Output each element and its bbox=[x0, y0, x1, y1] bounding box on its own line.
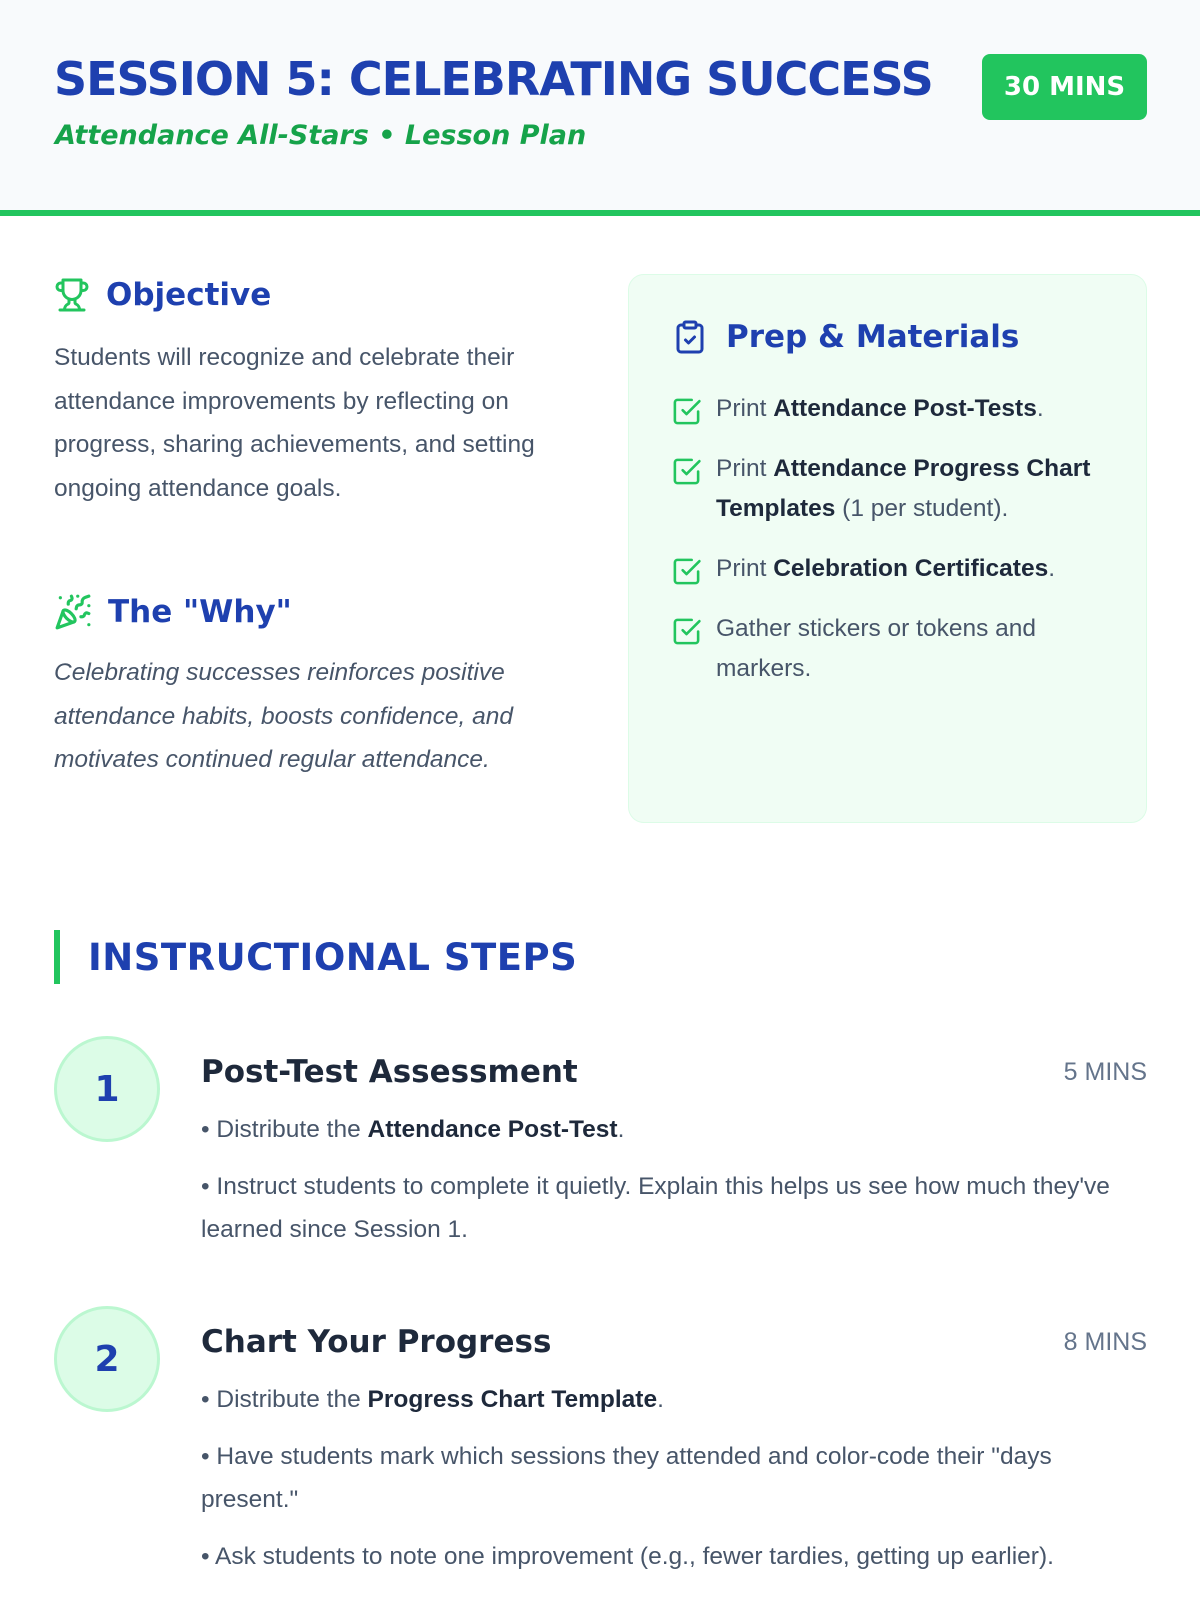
list-item: • Ask students to note one improvement (e.g., fewer tardies, getting up earlier). bbox=[201, 1542, 1054, 1570]
checkbox-checked-icon bbox=[671, 456, 702, 487]
objective-text: Students will recognize and celebrate their attendance improvements by reflecting on progress, sharing achievements, and setting ongoing attendance goals. bbox=[54, 344, 535, 502]
material-text: Gather stickers or tokens and markers. bbox=[716, 615, 1037, 682]
step-title: Chart Your Progress bbox=[201, 1324, 552, 1360]
step-number: 2 bbox=[54, 1306, 160, 1412]
material-text: Print Attendance Post-Tests. bbox=[716, 395, 1044, 422]
materials-list bbox=[671, 389, 1121, 709]
list-item: • Instruct students to complete it quietly. Explain this helps us see how much they've learned since Session 1. bbox=[201, 1172, 1110, 1243]
list-item bbox=[671, 609, 1121, 689]
materials-panel bbox=[628, 274, 1147, 823]
list-item: • Distribute the Progress Chart Template. bbox=[201, 1386, 664, 1413]
list-item bbox=[671, 449, 1121, 529]
step-bullets bbox=[201, 1108, 1147, 1265]
material-text: Print Attendance Progress Chart Templates (1 per student). bbox=[716, 455, 1091, 522]
step-number: 1 bbox=[54, 1036, 160, 1142]
steps-heading: INSTRUCTIONAL STEPS bbox=[54, 930, 577, 984]
why-heading bbox=[54, 593, 292, 631]
materials-heading-label: Prep & Materials bbox=[726, 319, 1020, 355]
list-item bbox=[671, 389, 1121, 429]
material-text: Print Celebration Certificates. bbox=[716, 555, 1056, 582]
list-item: • Distribute the Attendance Post-Test. bbox=[201, 1116, 625, 1143]
why-text: Celebrating successes reinforces positive attendance habits, boosts confidence, and motivates continued regular attendance. bbox=[54, 659, 514, 773]
checkbox-checked-icon bbox=[671, 396, 702, 427]
page-title: SESSION 5: CELEBRATING SUCCESS bbox=[54, 52, 933, 106]
checkbox-checked-icon bbox=[671, 616, 702, 647]
list-item bbox=[671, 549, 1121, 589]
objective-heading-label: Objective bbox=[106, 277, 272, 313]
party-popper-icon bbox=[54, 593, 92, 631]
page-subtitle: Attendance All-Stars • Lesson Plan bbox=[55, 120, 587, 151]
step-duration: 5 MINS bbox=[1063, 1058, 1147, 1086]
materials-heading bbox=[672, 319, 1019, 355]
objective-heading bbox=[54, 277, 271, 313]
step-duration: 8 MINS bbox=[1063, 1328, 1147, 1356]
header bbox=[0, 0, 1200, 216]
clipboard-check-icon bbox=[672, 319, 708, 355]
list-item: • Have students mark which sessions they attended and color-code their "days present." bbox=[201, 1442, 1052, 1513]
duration-badge: 30 MINS bbox=[982, 54, 1147, 120]
trophy-icon bbox=[54, 277, 90, 313]
step-title: Post-Test Assessment bbox=[201, 1054, 578, 1090]
step-bullets bbox=[201, 1378, 1147, 1591]
why-heading-label: The "Why" bbox=[108, 594, 292, 630]
checkbox-checked-icon bbox=[671, 556, 702, 587]
